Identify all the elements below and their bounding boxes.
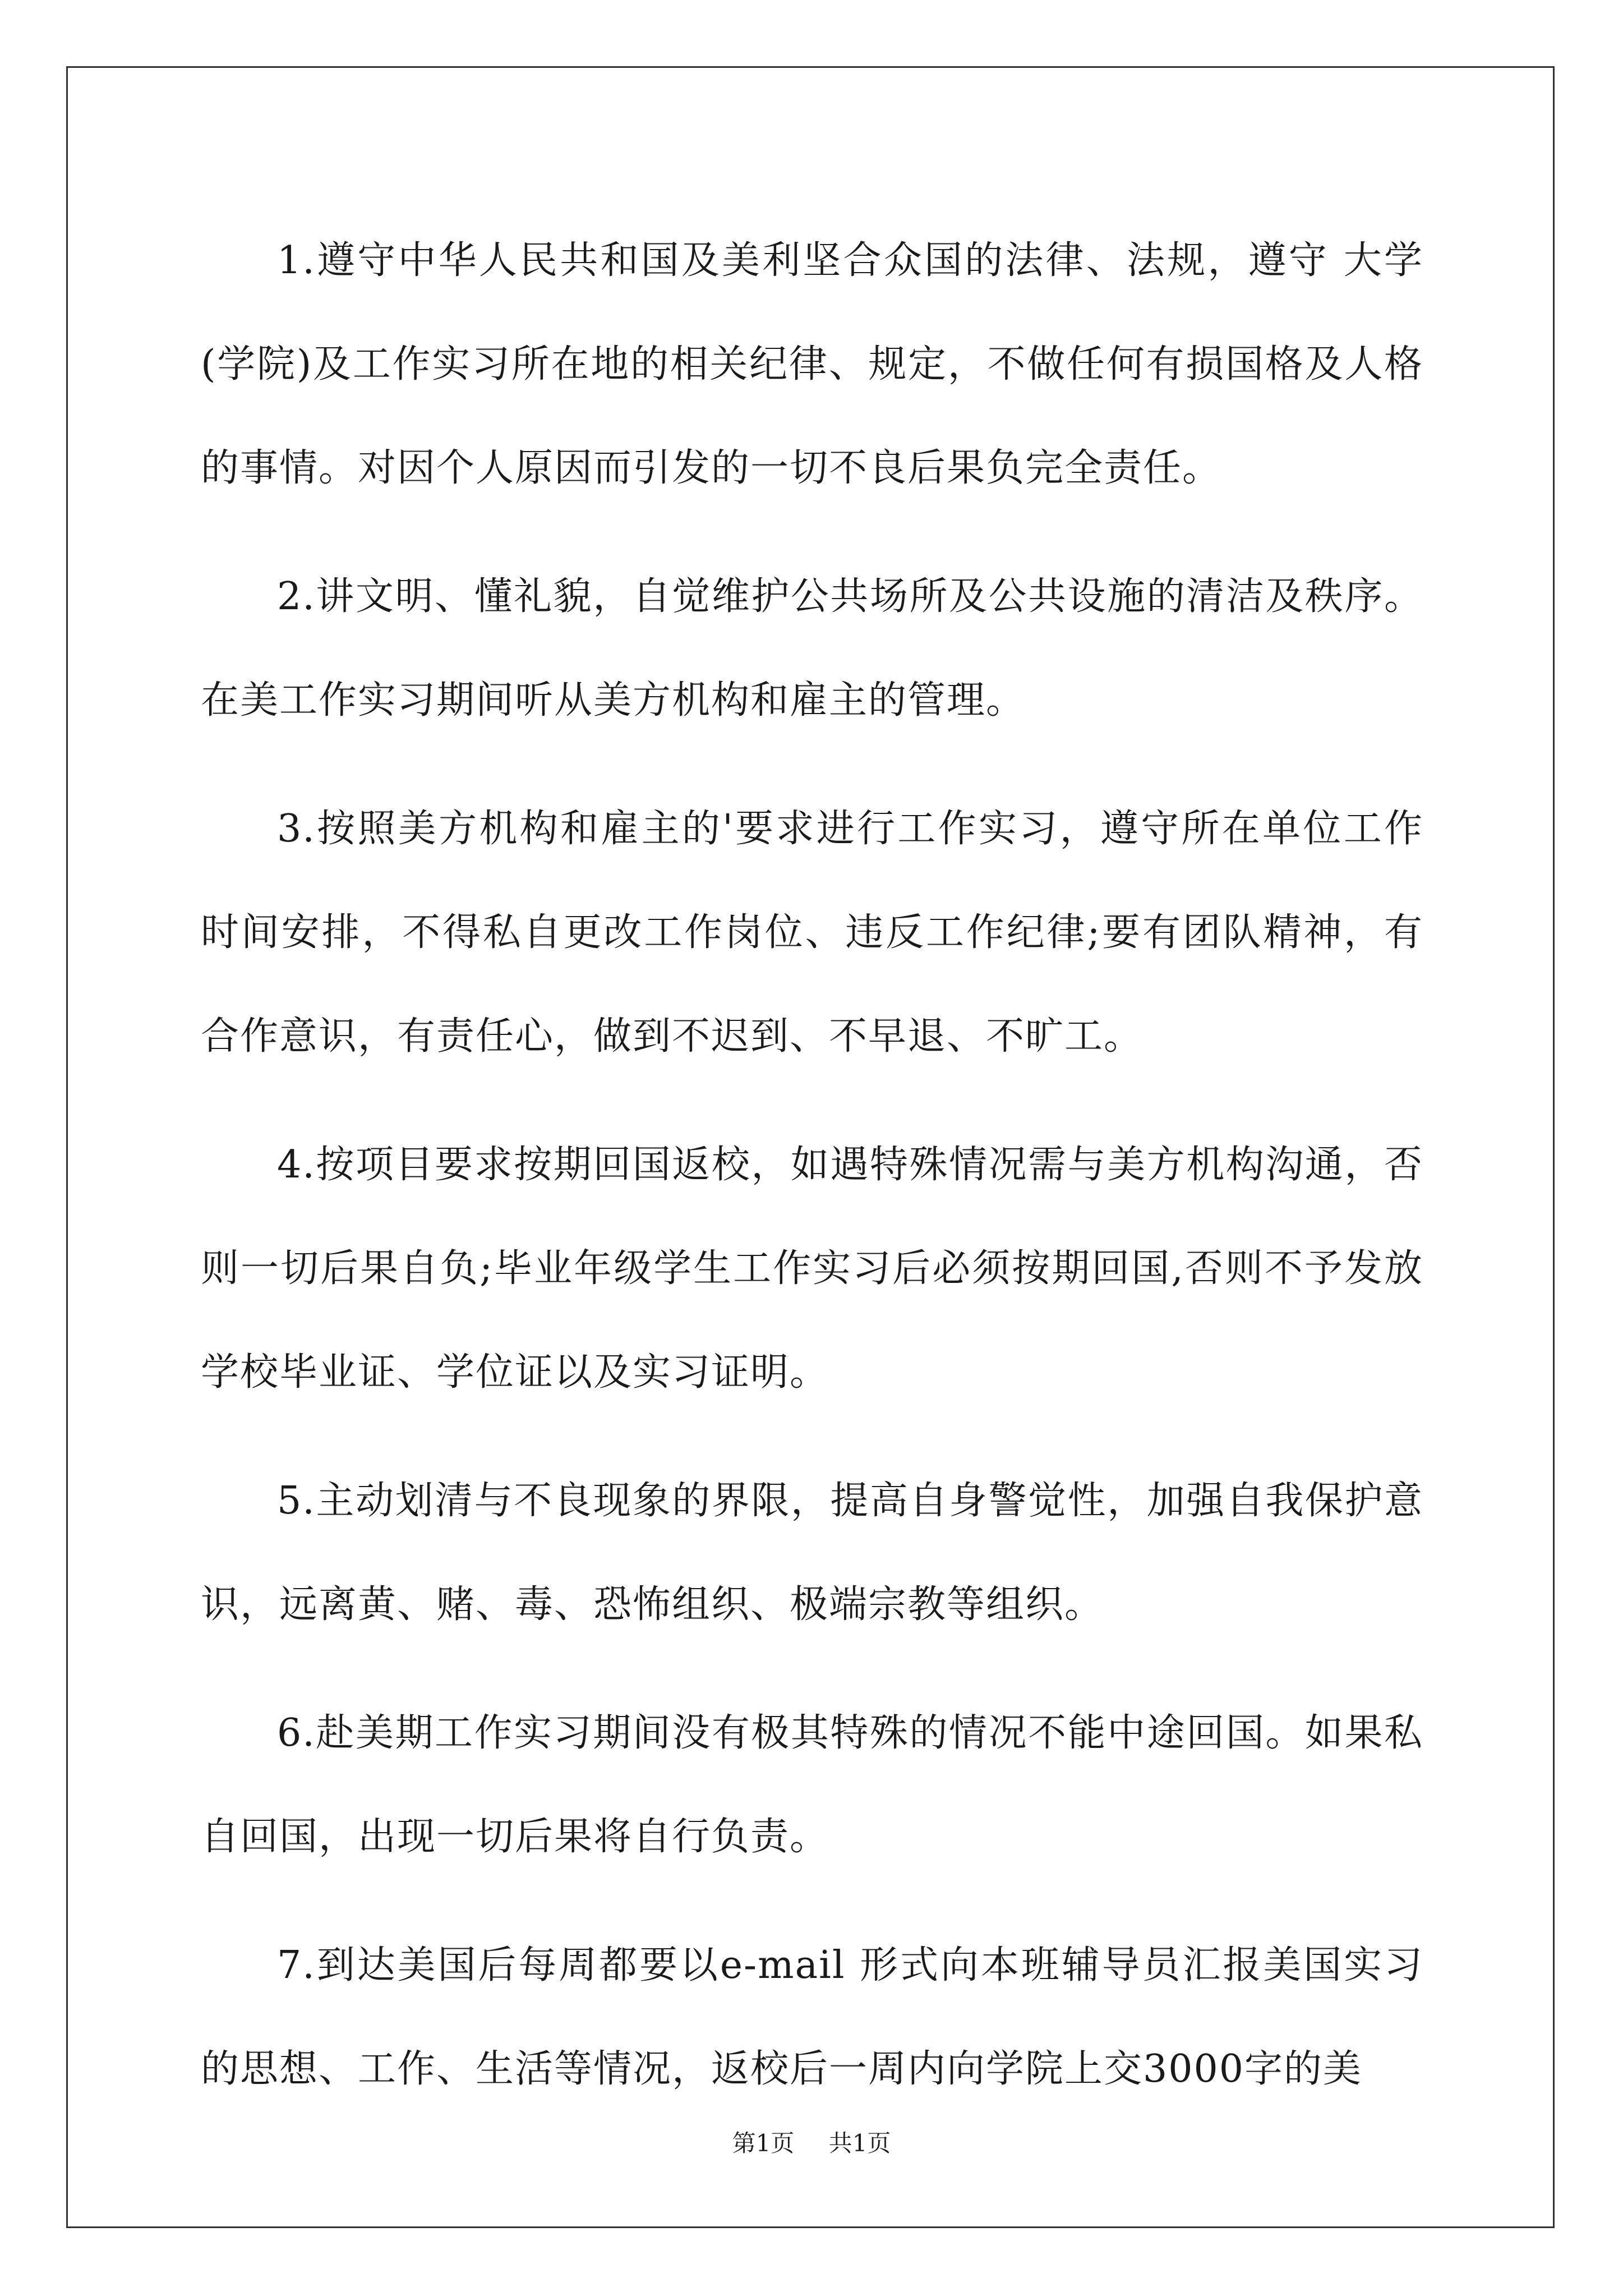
paragraph-3: 3.按照美方机构和雇主的'要求进行工作实习，遵守所在单位工作时间安排，不得私自更改工作岗位、违反工作纪律;要有团队精神，有合作意识，有责任心，做到不迟到、不早退、不旷工。	[201, 807, 1423, 1059]
paragraph-7: 7.到达美国后每周都要以e-mail 形式向本班辅导员汇报美国实习的思想、工作、生活等情况，返校后一周内向学院上交3000字的美	[201, 1943, 1423, 2091]
page-number-current: 第1页	[732, 2129, 795, 2157]
document-body	[201, 209, 1423, 2146]
paragraph-4: 4.按项目要求按期回国返校，如遇特殊情况需与美方机构沟通，否则一切后果自负;毕业年级学生工作实习后必须按期回国,否则不予发放学校毕业证、学位证以及实习证明。	[201, 1143, 1423, 1395]
paragraph-6: 6.赴美期工作实习期间没有极其特殊的情况不能中途回国。如果私自回国，出现一切后果将自行负责。	[201, 1711, 1423, 1859]
paragraph-5: 5.主动划清与不良现象的界限，提高自身警觉性，加强自我保护意识，远离黄、赌、毒、恐怖组织、极端宗教等组织。	[201, 1479, 1423, 1627]
page-footer	[0, 2128, 1623, 2159]
paragraph-1: 1.遵守中华人民共和国及美利坚合众国的法律、法规，遵守 大学(学院)及工作实习所在地的相关纪律、规定，不做任何有损国格及人格的事情。对因个人原因而引发的一切不良后果负完全责任。	[201, 238, 1423, 490]
page-number-total: 共1页	[828, 2129, 891, 2157]
paragraph-2: 2.讲文明、懂礼貌，自觉维护公共场所及公共设施的清洁及秩序。在美工作实习期间听从美方机构和雇主的管理。	[201, 574, 1423, 723]
